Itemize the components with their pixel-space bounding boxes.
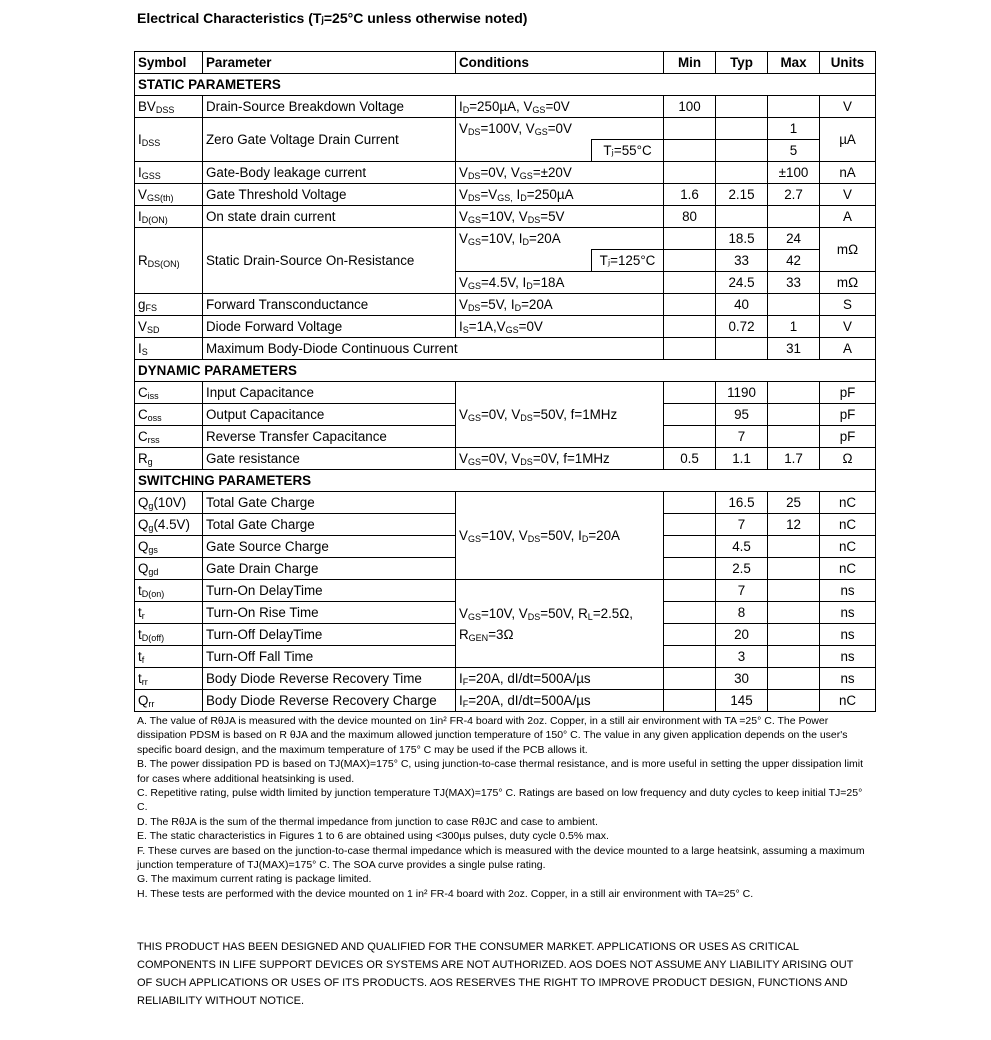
units-cell: ns [820, 602, 876, 624]
units-cell: nC [820, 536, 876, 558]
condition-cell: $I_F=20A$, dI/dt=500A/µs [456, 668, 664, 690]
condition-cell: $I_F=20A$, dI/dt=500A/µs [456, 690, 664, 712]
parameter-cell: Zero Gate Voltage Drain Current [203, 118, 456, 162]
parameter-cell: Total Gate Charge [203, 492, 456, 514]
max-cell: 25 [768, 492, 820, 514]
tj-condition-cell: Tⱼ=125°C [592, 250, 664, 272]
table-row [135, 580, 876, 602]
parameter-cell: Forward Transconductance [203, 294, 456, 316]
typ-cell: 1.1 [716, 448, 768, 470]
condition-cell: $V_{GS}=10V$, $V_{DS}=5V$ [456, 206, 664, 228]
min-cell: 100 [664, 96, 716, 118]
condition-cell: $V_{GS}=10V$, $I_D=20A$ [456, 228, 664, 250]
footnote-d: D. The RθJA is the sum of the thermal impedance from junction to case RθJC and case to ambient. [137, 815, 598, 828]
header-min: Min [664, 52, 716, 74]
parameter-cell: Gate Source Charge [203, 536, 456, 558]
units-cell: ns [820, 668, 876, 690]
footnote-e: E. The static characteristics in Figures 1 to 6 are obtained using <300µs pulses, duty cycle 0.5% max. [137, 830, 609, 843]
units-cell: pF [820, 404, 876, 426]
parameter-cell: Gate-Body leakage current [203, 162, 456, 184]
min-cell: 1.6 [664, 184, 716, 206]
max-cell: 24 [768, 228, 820, 250]
units-cell: nC [820, 492, 876, 514]
table-row [135, 184, 876, 206]
table-row [135, 492, 876, 514]
units-cell: V [820, 184, 876, 206]
table-row [135, 448, 876, 470]
footnote-h: H. These tests are performed with the device mounted on 1 in² FR-4 board with 2oz. Copper, in a still air environment with TA=25° C. [137, 887, 754, 900]
max-cell: 33 [768, 272, 820, 294]
table-row [135, 338, 876, 360]
max-cell: ±100 [768, 162, 820, 184]
typ-cell: 33 [716, 250, 768, 272]
units-cell: A [820, 206, 876, 228]
symbol-cell: $t_{rr}$ [135, 668, 203, 690]
max-cell: 31 [768, 338, 820, 360]
units-cell: ns [820, 624, 876, 646]
page-title: Electrical Characteristics (Tⱼ=25°C unless otherwise noted) [137, 10, 528, 26]
max-cell: 1.7 [768, 448, 820, 470]
typ-cell: 16.5 [716, 492, 768, 514]
condition-cell: $V_{GS}=10V$, $V_{DS}=50V$, $R_L=2.5\Omega$, $R_{GEN}=3\Omega$ [456, 580, 664, 668]
symbol-cell: $BV_{DSS}$ [135, 96, 203, 118]
symbol-cell: $C_{iss}$ [135, 382, 203, 404]
condition-cell: $I_S=1A,V_{GS}=0V$ [456, 316, 664, 338]
header-conditions: Conditions [456, 52, 664, 74]
symbol-cell: $V_{SD}$ [135, 316, 203, 338]
symbol-cell: $R_g$ [135, 448, 203, 470]
header-parameter: Parameter [203, 52, 456, 74]
condition-cell: $V_{GS}=0V$, $V_{DS}=0V$, f=1MHz [456, 448, 664, 470]
table-row [135, 294, 876, 316]
typ-cell: 4.5 [716, 536, 768, 558]
table-row [135, 118, 876, 140]
parameter-cell: Turn-On Rise Time [203, 602, 456, 624]
condition-cell: $V_{DS}=100V$, $V_{GS}=0V$ [456, 118, 664, 140]
typ-cell: 24.5 [716, 272, 768, 294]
symbol-cell: $t_{D(off)}$ [135, 624, 203, 646]
header-max: Max [768, 52, 820, 74]
units-cell: S [820, 294, 876, 316]
header-typ: Typ [716, 52, 768, 74]
symbol-cell: $Q_g(4.5V)$ [135, 514, 203, 536]
table-row [135, 162, 876, 184]
symbol-cell: $I_{D(ON)}$ [135, 206, 203, 228]
electrical-characteristics-table [134, 51, 876, 712]
parameter-cell: Total Gate Charge [203, 514, 456, 536]
parameter-cell: Body Diode Reverse Recovery Time [203, 668, 456, 690]
max-cell: 42 [768, 250, 820, 272]
condition-cell: $V_{GS}=10V$, $V_{DS}=50V$, $I_D=20A$ [456, 492, 664, 580]
condition-cell: $I_D=250\mu A$, $V_{GS}=0V$ [456, 96, 664, 118]
condition-cell: $V_{GS}=4.5V$, $I_D=18A$ [456, 272, 664, 294]
table-row [135, 228, 876, 250]
parameter-cell: Body Diode Reverse Recovery Charge [203, 690, 456, 712]
units-cell: V [820, 96, 876, 118]
symbol-cell: $C_{oss}$ [135, 404, 203, 426]
typ-cell: 145 [716, 690, 768, 712]
table-row [135, 206, 876, 228]
footnote-c: C. Repetitive rating, pulse width limited by junction temperature TJ(MAX)=175° C. Ratings are based on low frequency and duty cycles to keep initial TJ=25° C. [137, 787, 863, 814]
symbol-cell: $Q_{gs}$ [135, 536, 203, 558]
typ-cell: 2.15 [716, 184, 768, 206]
parameter-cell: Gate Threshold Voltage [203, 184, 456, 206]
max-cell: 1 [768, 316, 820, 338]
typ-cell: 7 [716, 514, 768, 536]
typ-cell: 8 [716, 602, 768, 624]
typ-cell: 1190 [716, 382, 768, 404]
symbol-cell: $I_S$ [135, 338, 203, 360]
symbol-cell: $Q_g(10V)$ [135, 492, 203, 514]
max-cell: 2.7 [768, 184, 820, 206]
symbol-cell: $t_f$ [135, 646, 203, 668]
parameter-cell: Output Capacitance [203, 404, 456, 426]
section-switching: SWITCHING PARAMETERS [135, 470, 876, 492]
parameter-cell: Diode Forward Voltage [203, 316, 456, 338]
tj-condition-cell: Tⱼ=55°C [592, 140, 664, 162]
table-row [135, 382, 876, 404]
symbol-cell: $Q_{rr}$ [135, 690, 203, 712]
condition-cell: $V_{DS}=0V$, $V_{GS}=\pm 20V$ [456, 162, 664, 184]
table-row [135, 96, 876, 118]
symbol-cell: $I_{DSS}$ [135, 118, 203, 162]
typ-cell: 40 [716, 294, 768, 316]
parameter-cell: Drain-Source Breakdown Voltage [203, 96, 456, 118]
table-header-row [135, 52, 876, 74]
typ-cell: 20 [716, 624, 768, 646]
parameter-cell: Gate Drain Charge [203, 558, 456, 580]
parameter-cell: Turn-Off Fall Time [203, 646, 456, 668]
parameter-cell: Input Capacitance [203, 382, 456, 404]
table-row [135, 668, 876, 690]
typ-cell: 95 [716, 404, 768, 426]
units-cell: pF [820, 382, 876, 404]
max-cell: 12 [768, 514, 820, 536]
footnote-g: G. The maximum current rating is package limited. [137, 873, 372, 886]
condition-cell: $V_{DS}=V_{GS,}$ $I_D=250\mu A$ [456, 184, 664, 206]
symbol-cell: $V_{GS(th)}$ [135, 184, 203, 206]
parameter-cell: Reverse Transfer Capacitance [203, 426, 456, 448]
units-cell: µA [820, 118, 876, 162]
symbol-cell: $R_{DS(ON)}$ [135, 228, 203, 294]
min-cell: 80 [664, 206, 716, 228]
min-cell: 0.5 [664, 448, 716, 470]
parameter-cell: Maximum Body-Diode Continuous Current [203, 338, 664, 360]
typ-cell: 2.5 [716, 558, 768, 580]
units-cell: nC [820, 690, 876, 712]
parameter-cell: Turn-On DelayTime [203, 580, 456, 602]
symbol-cell: $C_{rss}$ [135, 426, 203, 448]
parameter-cell: Gate resistance [203, 448, 456, 470]
typ-cell: 7 [716, 580, 768, 602]
units-cell: A [820, 338, 876, 360]
parameter-cell: Static Drain-Source On-Resistance [203, 228, 456, 294]
symbol-cell: $t_{D(on)}$ [135, 580, 203, 602]
units-cell: nA [820, 162, 876, 184]
table-row [135, 690, 876, 712]
footnote-a: A. The value of RθJA is measured with the device mounted on 1in² FR-4 board with 2oz. Copper, in a still air environment with TA =25° C. The Power dissipation PDSM is based on R θJA and the maximum allowed junction temperature of 150° C. The value in any given application depends on the user's specific board design, and the maximum temperature of 175° C may be used if the PCB allows it. [137, 715, 848, 756]
typ-cell: 18.5 [716, 228, 768, 250]
typ-cell: 7 [716, 426, 768, 448]
symbol-cell: $I_{GSS}$ [135, 162, 203, 184]
symbol-cell: $t_r$ [135, 602, 203, 624]
units-cell: mΩ [820, 228, 876, 272]
typ-cell: 3 [716, 646, 768, 668]
parameter-cell: On state drain current [203, 206, 456, 228]
max-cell: 5 [768, 140, 820, 162]
units-cell: mΩ [820, 272, 876, 294]
header-symbol: Symbol [135, 52, 203, 74]
condition-cell: $V_{GS}=0V$, $V_{DS}=50V$, f=1MHz [456, 382, 664, 448]
max-cell: 1 [768, 118, 820, 140]
disclaimer: THIS PRODUCT HAS BEEN DESIGNED AND QUALIFIED FOR THE CONSUMER MARKET. APPLICATIONS OR USES AS CRITICAL COMPONENTS IN LIFE SUPPORT DEVICES OR SYSTEMS ARE NOT AUTHORIZED. AOS DOES NOT ASSUME ANY LIABILITY ARISING OUT OF SUCH APPLICATIONS OR USES OF ITS PRODUCTS. AOS RESERVES THE RIGHT TO IMPROVE PRODUCT DESIGN, FUNCTIONS AND RELIABILITY WITHOUT NOTICE. [137, 941, 854, 1007]
units-cell: ns [820, 646, 876, 668]
section-dynamic: DYNAMIC PARAMETERS [135, 360, 876, 382]
footnote-f: F. These curves are based on the junction-to-case thermal impedance which is measured with the device mounted to a large heatsink, assuming a maximum junction temperature of TJ(MAX)=175° C. The SOA curve provides a single pulse rating. [137, 844, 865, 872]
typ-cell: 0.72 [716, 316, 768, 338]
section-static: STATIC PARAMETERS [135, 74, 876, 96]
units-cell: ns [820, 580, 876, 602]
condition-cell: $V_{DS}=5V$, $I_D=20A$ [456, 294, 664, 316]
units-cell: Ω [820, 448, 876, 470]
units-cell: nC [820, 514, 876, 536]
symbol-cell: $g_{FS}$ [135, 294, 203, 316]
footnotes [137, 714, 872, 901]
units-cell: nC [820, 558, 876, 580]
table-row [135, 316, 876, 338]
units-cell: V [820, 316, 876, 338]
symbol-cell: $Q_{gd}$ [135, 558, 203, 580]
parameter-cell: Turn-Off DelayTime [203, 624, 456, 646]
typ-cell: 30 [716, 668, 768, 690]
units-cell: pF [820, 426, 876, 448]
header-units: Units [820, 52, 876, 74]
footnote-b: B. The power dissipation PD is based on TJ(MAX)=175° C, using junction-to-case thermal resistance, and is more useful in setting the upper dissipation limit for cases where additional heatsinking is used. [137, 758, 864, 785]
